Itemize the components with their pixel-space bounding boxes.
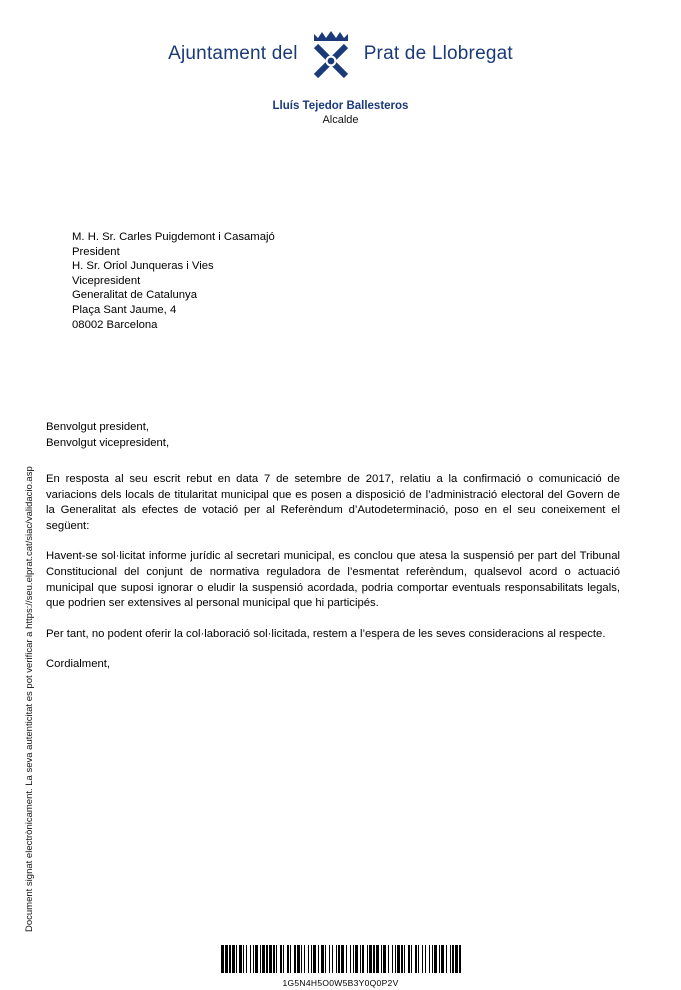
barcode-area	[0, 932, 681, 988]
municipal-crest-icon	[308, 30, 354, 78]
salutation-block	[46, 420, 620, 451]
addressee-line: H. Sr. Oriol Junqueras i Vies	[72, 260, 214, 273]
org-name-right: Prat de Llobregat	[363, 43, 513, 64]
barcode-code-text: 1G5N4H5O0W5B3Y0Q0P2V	[282, 978, 399, 988]
verification-barcode	[221, 945, 461, 973]
logo-row	[0, 30, 681, 78]
body-paragraph-1: En resposta al seu escrit rebut en data 7 de setembre de 2017, relatiu a la confirmació o comunicació de variacions dels locals de titularitat municipal que es posen a disposició de l’administració electoral del Govern de la Generalitat als efectes de votació per al Referèndum d’Autodeterminació, poso en el seu coneixement el següent:	[46, 473, 620, 532]
addressee-line: 08002 Barcelona	[72, 318, 158, 331]
addressee-line: Generalitat de Catalunya	[72, 289, 197, 302]
addressee-line: Vicepresident	[72, 274, 141, 287]
letter-body	[46, 472, 620, 673]
crown-icon	[313, 30, 349, 42]
body-paragraph-2: Havent-se sol·licitat informe jurídic al secretari municipal, es conclou que atesa la suspensió per part del Tribunal Constitucional del conjunt de normativa reguladora de l’esmentat referèndum, qualsevol acord o actuació municipal que suposi ignorar o eludir la suspensió acordada, podria comportar eventuals responsabilitats legals, que podrien ser extensives al personal municipal que hi participés.	[46, 550, 620, 610]
signer-name: Lluís Tejedor Ballesteros	[272, 100, 409, 112]
salutation-line-1: Benvolgut president,	[46, 421, 149, 433]
letterhead	[0, 30, 681, 126]
addressee-line: M. H. Sr. Carles Puigdemont i Casamajó	[72, 231, 275, 243]
shield-icon	[312, 44, 350, 78]
org-name-left: Ajuntament del	[168, 43, 298, 64]
addressee-line: Plaça Sant Jaume, 4	[72, 303, 177, 316]
salutation-line-2: Benvolgut vicepresident,	[46, 436, 170, 449]
electronic-signature-note: Document signat electrònicament. La seva autenticitat es pot verificar a https://seu.elprat.cat/siac/validacio.asp	[24, 466, 35, 932]
addressee-block	[72, 230, 620, 332]
signer-role: Alcalde	[322, 114, 359, 126]
addressee-line: President	[72, 245, 120, 258]
closing-line: Cordialment,	[46, 658, 111, 671]
body-paragraph-3: Per tant, no podent oferir la col·laboració sol·licitada, restem a l’espera de les seves consideracions al respecte.	[46, 627, 606, 640]
